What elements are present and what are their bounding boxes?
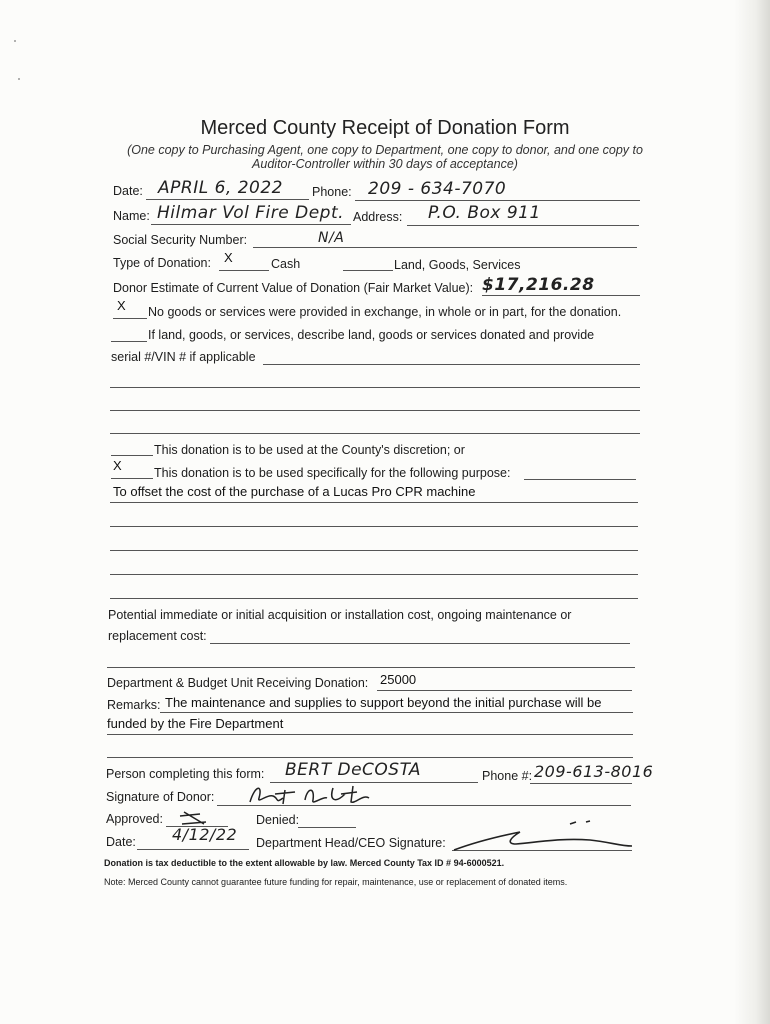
land-describe-label: If land, goods, or services, describe land, goods or services donated and provide xyxy=(148,328,595,342)
phone-value[interactable]: 209 - 634-7070 xyxy=(368,179,507,199)
discretion-label: This donation is to be used at the County's discretion; or xyxy=(154,443,465,457)
specific-line xyxy=(111,478,153,479)
person-phone-line xyxy=(530,783,632,784)
serial-line-4[interactable] xyxy=(110,433,640,434)
serial-line-3[interactable] xyxy=(110,410,640,411)
land-line[interactable] xyxy=(343,270,393,271)
specific-checkmark[interactable]: X xyxy=(113,458,122,473)
type-label: Type of Donation: xyxy=(113,256,211,270)
no-goods-checkmark[interactable]: X xyxy=(117,298,126,313)
potential-cost-line-2[interactable] xyxy=(107,667,635,668)
phone-label: Phone: xyxy=(312,185,352,199)
person-label: Person completing this form: xyxy=(106,767,265,781)
no-goods-line xyxy=(113,318,147,319)
address-label: Address: xyxy=(353,210,403,224)
dept-budget-line xyxy=(377,690,632,691)
specific-line-end xyxy=(524,479,636,480)
cash-checkmark[interactable]: X xyxy=(224,250,233,265)
name-label: Name: xyxy=(113,209,150,223)
date-value[interactable]: APRIL 6, 2022 xyxy=(158,178,283,198)
person-value[interactable]: BERT DeCOSTA xyxy=(285,760,422,780)
purpose-line-1 xyxy=(110,502,638,503)
serial-label: serial #/VIN # if applicable xyxy=(111,350,256,364)
estimate-line xyxy=(482,295,640,296)
remarks-value-2[interactable]: funded by the Fire Department xyxy=(107,716,284,731)
remarks-line-2 xyxy=(107,734,633,735)
remarks-line-3[interactable] xyxy=(107,757,633,758)
dept-head-signature-label: Department Head/CEO Signature: xyxy=(256,836,446,850)
funding-note: Note: Merced County cannot guarantee future funding for repair, maintenance, use or replacement of donated items. xyxy=(104,877,568,887)
name-value[interactable]: Hilmar Vol Fire Dept. xyxy=(157,203,345,223)
form-subtitle-1: (One copy to Purchasing Agent, one copy to Department, one copy to donor, and one copy to xyxy=(127,143,643,157)
date2-line xyxy=(137,849,249,850)
date2-value[interactable]: 4/12/22 xyxy=(172,825,238,844)
serial-line[interactable] xyxy=(263,364,640,365)
dept-head-signature-image[interactable] xyxy=(450,816,640,856)
estimate-value[interactable]: $17,216.28 xyxy=(482,275,595,295)
land-goods-label: Land, Goods, Services xyxy=(394,258,521,272)
potential-cost-label-1: Potential immediate or initial acquisition or installation cost, ongoing maintenance or xyxy=(108,608,572,622)
person-phone-value[interactable]: 209-613-8016 xyxy=(534,762,654,781)
scan-speck xyxy=(14,40,16,42)
purpose-value[interactable]: To offset the cost of the purchase of a Lucas Pro CPR machine xyxy=(113,484,476,499)
form-title: Merced County Receipt of Donation Form xyxy=(200,117,570,139)
phone-line xyxy=(355,200,640,201)
estimate-label: Donor Estimate of Current Value of Donation (Fair Market Value): xyxy=(113,281,474,295)
denied-label: Denied: xyxy=(256,813,300,827)
ssn-label: Social Security Number: xyxy=(113,233,248,247)
dept-budget-value[interactable]: 25000 xyxy=(380,672,417,687)
date2-label: Date: xyxy=(106,835,136,849)
ssn-value[interactable]: N/A xyxy=(318,230,345,246)
approved-label: Approved: xyxy=(106,812,163,826)
remarks-label: Remarks: xyxy=(107,698,161,712)
serial-line-2[interactable] xyxy=(110,387,640,388)
name-line xyxy=(151,224,351,225)
person-phone-label: Phone #: xyxy=(482,769,533,783)
purpose-line-3[interactable] xyxy=(110,550,638,551)
cash-label: Cash xyxy=(271,257,301,271)
potential-cost-label-2: replacement cost: xyxy=(108,629,207,643)
land-describe-line[interactable] xyxy=(111,341,147,342)
purpose-line-2[interactable] xyxy=(110,526,638,527)
denied-line[interactable] xyxy=(298,827,356,828)
dept-budget-label: Department & Budget Unit Receiving Donation: xyxy=(107,676,369,690)
donor-signature-label: Signature of Donor: xyxy=(106,790,215,804)
discretion-line[interactable] xyxy=(111,455,153,456)
cash-line xyxy=(219,270,269,271)
date-line xyxy=(146,199,309,200)
date-label: Date: xyxy=(113,184,143,198)
remarks-line-1 xyxy=(160,712,633,713)
purpose-line-4[interactable] xyxy=(110,574,638,575)
potential-cost-line[interactable] xyxy=(210,643,630,644)
donor-signature-image[interactable] xyxy=(245,780,395,810)
no-goods-label: No goods or services were provided in exchange, in whole or in part, for the donation. xyxy=(148,305,622,319)
tax-deductible-note: Donation is tax deductible to the extent allowable by law. Merced County Tax ID # 94-6000521. xyxy=(104,858,505,868)
specific-label: This donation is to be used specifically for the following purpose: xyxy=(154,466,511,480)
address-value[interactable]: P.O. Box 911 xyxy=(428,203,541,223)
purpose-line-5[interactable] xyxy=(110,598,638,599)
address-line xyxy=(407,225,639,226)
scan-speck xyxy=(18,78,20,80)
remarks-value-1[interactable]: The maintenance and supplies to support beyond the initial purchase will be xyxy=(165,695,602,710)
form-subtitle-2: Auditor-Controller within 30 days of acceptance) xyxy=(252,157,518,171)
ssn-line xyxy=(253,247,637,248)
